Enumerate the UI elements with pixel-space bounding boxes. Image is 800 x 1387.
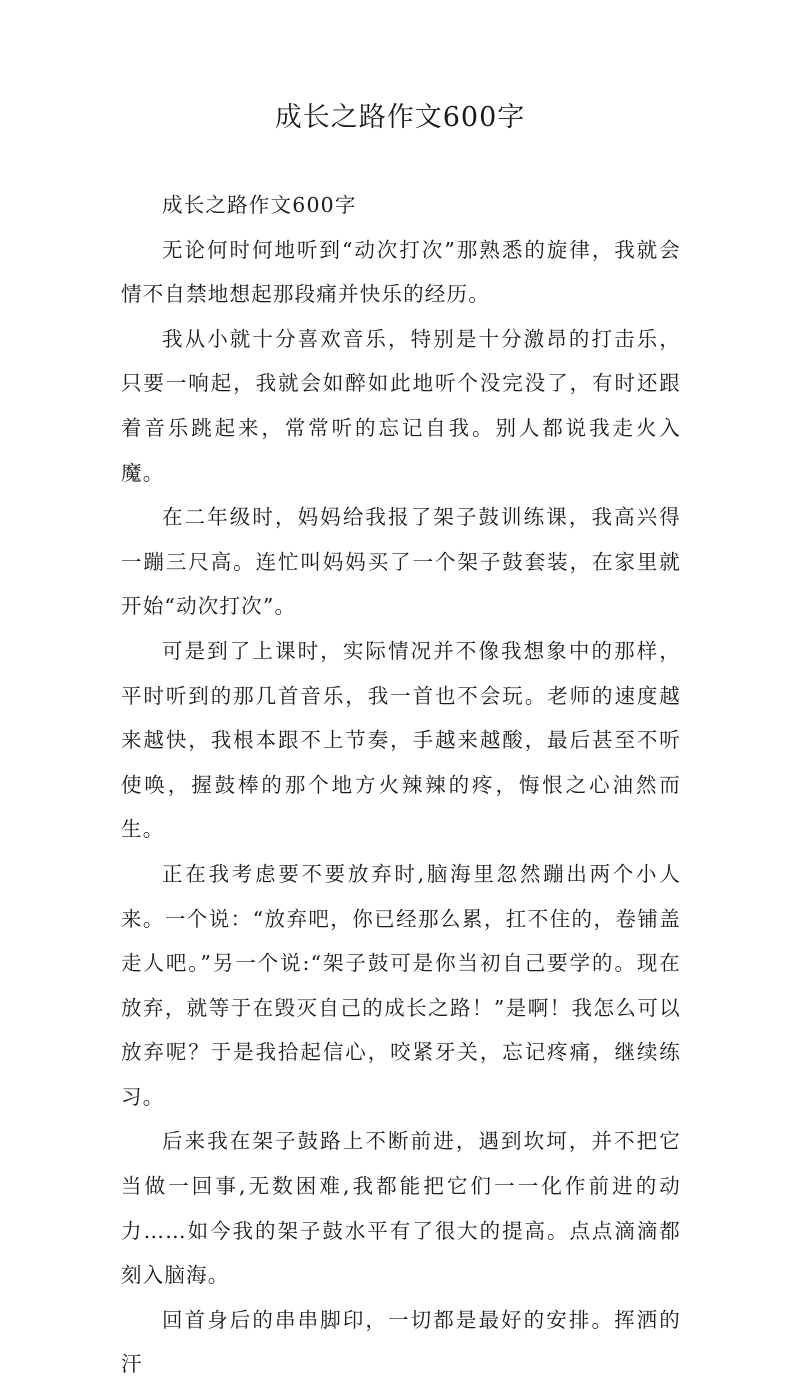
paragraph: 可是到了上课时，实际情况并不像我想象中的那样，平时听到的那几首音乐，我一首也不会玩。老师的速度越来越快，我根本跟不上节奏，手越来越酸，最后甚至不听使唤，握鼓棒的那个地方火辣辣的疼，悔恨之心油然而生。: [121, 638, 681, 842]
paragraph: 无论何时何地听到“动次打次”那熟悉的旋律，我就会情不自禁地想起那段痛并快乐的经历。: [121, 237, 681, 307]
document-body: [121, 183, 681, 1387]
document-title: 成长之路作文600字: [274, 102, 526, 133]
paragraph: 回首身后的串串脚印，一切都是最好的安排。挥洒的汗: [121, 1307, 681, 1377]
paragraph: 在二年级时，妈妈给我报了架子鼓训练课，我高兴得一蹦三尺高。连忙叫妈妈买了一个架子鼓套装，在家里就开始“动次打次”。: [121, 505, 681, 619]
paragraph: 后来我在架子鼓路上不断前进，遇到坎坷，并不把它当做一回事,无数困难,我都能把它们一一化作前进的动力……如今我的架子鼓水平有了很大的提高。点点滴滴都刻入脑海。: [121, 1129, 681, 1288]
paragraph-subtitle: 成长之路作文600字: [162, 193, 357, 217]
paragraph: 我从小就十分喜欢音乐，特别是十分激昂的打击乐，只要一响起，我就会如醉如此地听个没完没了，有时还跟着音乐跳起来，常常听的忘记自我。别人都说我走火入魔。: [121, 326, 681, 485]
paragraph: 正在我考虑要不要放弃时,脑海里忽然蹦出两个小人来。一个说：“放弃吧，你已经那么累，扛不住的，卷铺盖走人吧。”另一个说:“架子鼓可是你当初自己要学的。现在放弃，就等于在毁灭自己的成长之路！”是啊！我怎么可以放弃呢？于是我拾起信心，咬紧牙关，忘记疼痛，继续练习。: [121, 861, 681, 1109]
